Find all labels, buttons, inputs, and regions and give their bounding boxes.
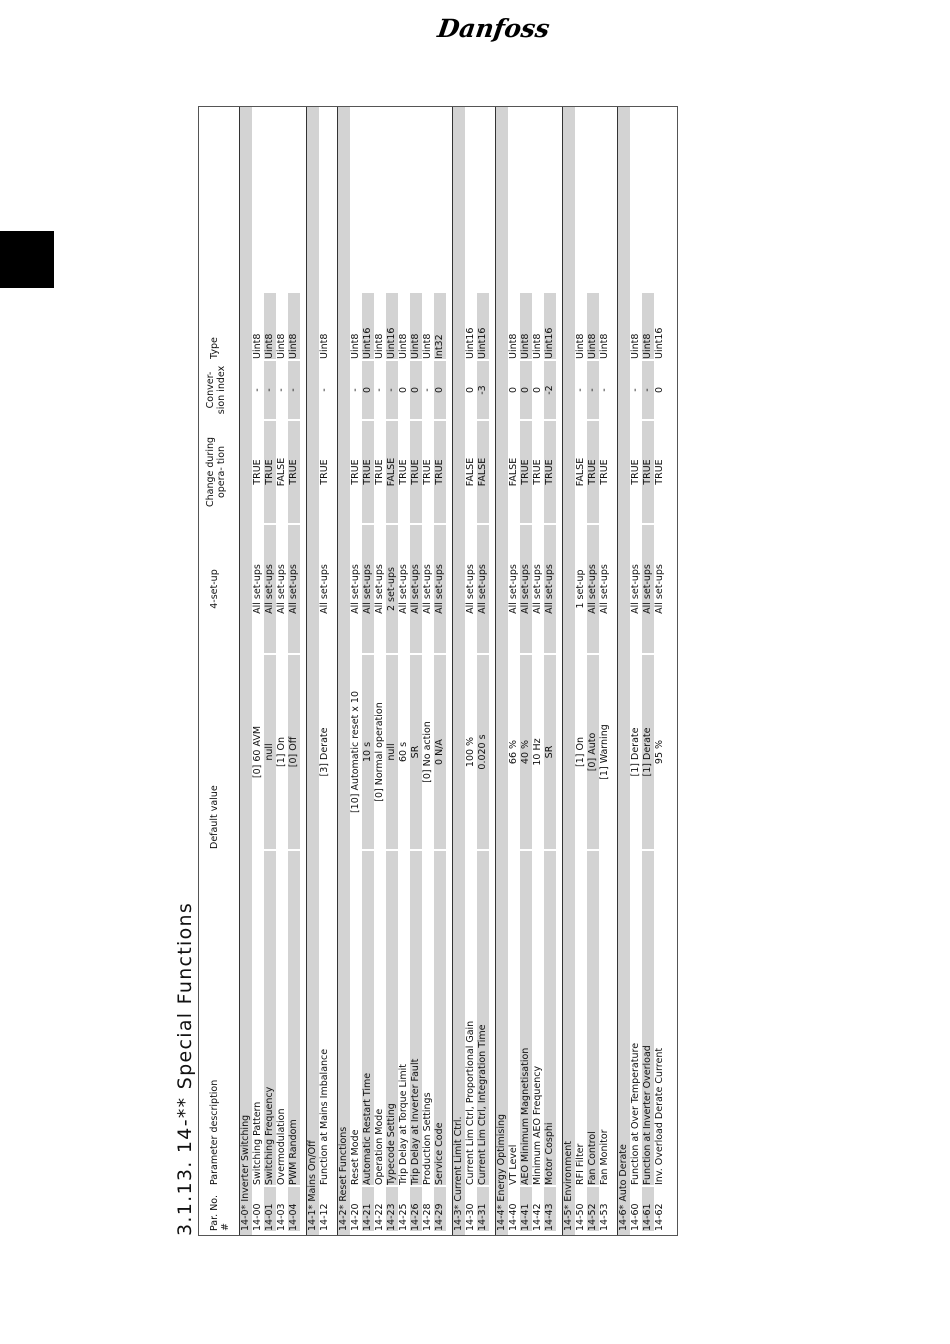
- header-setup: 4-set-up: [209, 569, 220, 609]
- par-no-cell: 14-25: [398, 1203, 409, 1231]
- par-no-cell: 14-60: [630, 1203, 641, 1231]
- table-row: [654, 107, 666, 1235]
- change-during-operation-cell: TRUE: [434, 421, 446, 523]
- setup-cell: All set-ups: [398, 564, 409, 614]
- setup-cell: All set-ups: [532, 564, 543, 614]
- par-no-cell: 14-26: [410, 1187, 422, 1231]
- table-row: [374, 107, 386, 1235]
- conversion-index-cell: 0: [362, 361, 374, 419]
- header-description: Parameter description: [209, 1079, 220, 1185]
- type-cell: Uint8: [630, 333, 641, 359]
- type-cell: Uint8: [288, 293, 300, 359]
- default-value-cell: [0] Off: [288, 655, 300, 849]
- rotated-page-content: [172, 104, 680, 1236]
- setup-cell: All set-ups: [276, 564, 287, 614]
- section-title: 3.1.13. 14-** Special Functions: [174, 901, 196, 1236]
- default-value-cell: [1] Warning: [599, 724, 610, 780]
- setup-cell: 1 set-up: [575, 569, 586, 609]
- default-value-cell: [10] Automatic reset x 10: [350, 690, 361, 814]
- change-during-operation-cell: TRUE: [654, 459, 665, 485]
- description-cell: AEO Minimum Magnetisation: [520, 851, 532, 1185]
- change-during-operation-cell: TRUE: [288, 421, 300, 523]
- par-no-cell: 14-20: [350, 1203, 361, 1231]
- group-header-fill: [618, 107, 630, 1235]
- default-value-cell: 60 s: [398, 741, 409, 763]
- change-during-operation-cell: TRUE: [642, 421, 654, 523]
- setup-cell: All set-ups: [587, 525, 599, 653]
- type-cell: Uint16: [654, 327, 665, 359]
- par-no-cell: 14-31: [477, 1187, 489, 1231]
- group-header-row: [337, 107, 350, 1235]
- type-cell: Uint8: [587, 293, 599, 359]
- par-no-cell: 14-28: [422, 1203, 433, 1231]
- conversion-index-cell: -: [599, 388, 610, 392]
- setup-cell: All set-ups: [252, 564, 263, 614]
- conversion-index-cell: -: [587, 361, 599, 419]
- conversion-index-cell: -: [276, 388, 287, 392]
- default-value-cell: SR: [544, 655, 556, 849]
- conversion-index-cell: -: [288, 361, 300, 419]
- group-label: 14-1* Mains On/Off: [307, 1140, 318, 1231]
- description-cell: VT Level: [508, 1144, 519, 1185]
- par-no-cell: 14-61: [642, 1187, 654, 1231]
- conversion-index-cell: -: [630, 388, 641, 392]
- change-during-operation-cell: TRUE: [544, 421, 556, 523]
- par-no-cell: 14-12: [319, 1203, 330, 1231]
- table-row: [630, 107, 642, 1235]
- type-cell: Uint8: [398, 333, 409, 359]
- default-value-cell: null: [264, 655, 276, 849]
- setup-cell: All set-ups: [599, 564, 610, 614]
- conversion-index-cell: -: [319, 388, 330, 392]
- table-row: [319, 107, 331, 1235]
- group-header-fill: [307, 107, 319, 1235]
- setup-cell: All set-ups: [477, 525, 489, 653]
- header-default-value: Default value: [209, 785, 220, 849]
- par-no-cell: 14-40: [508, 1203, 519, 1231]
- setup-cell: All set-ups: [465, 564, 476, 614]
- group-label: 14-4* Energy Optimising: [496, 1113, 507, 1231]
- type-cell: Uint8: [276, 333, 287, 359]
- conversion-index-cell: -: [264, 361, 276, 419]
- conversion-index-cell: -: [422, 388, 433, 392]
- header-conversion-index: Conver- sion index: [205, 365, 227, 415]
- description-cell: Function at Mains Imbalance: [319, 1048, 330, 1185]
- group-header-row: [562, 107, 575, 1235]
- setup-cell: All set-ups: [508, 564, 519, 614]
- change-during-operation-cell: TRUE: [264, 421, 276, 523]
- change-during-operation-cell: FALSE: [508, 457, 519, 487]
- conversion-index-cell: 0: [398, 386, 409, 394]
- description-cell: Function at Inverter Overload: [642, 851, 654, 1185]
- description-cell: Current Lim Ctrl, Proportional Gain: [465, 1020, 476, 1185]
- default-value-cell: null: [386, 655, 398, 849]
- change-during-operation-cell: TRUE: [410, 421, 422, 523]
- description-cell: Overmodulation: [276, 1108, 287, 1185]
- description-cell: Switching Pattern: [252, 1101, 263, 1185]
- type-cell: Uint16: [362, 293, 374, 359]
- setup-cell: All set-ups: [434, 525, 446, 653]
- conversion-index-cell: -: [374, 388, 385, 392]
- type-cell: Int32: [434, 293, 446, 359]
- table-row: [465, 107, 477, 1235]
- change-during-operation-cell: TRUE: [587, 421, 599, 523]
- type-cell: Uint8: [508, 333, 519, 359]
- description-cell: Current Lim Ctrl, Integration Time: [477, 851, 489, 1185]
- description-cell: Service Code: [434, 851, 446, 1185]
- table-row: [362, 107, 374, 1235]
- conversion-index-cell: -3: [477, 361, 489, 419]
- conversion-index-cell: 0: [410, 361, 422, 419]
- header-change-during-operation: Change during opera- tion: [205, 436, 227, 508]
- setup-cell: All set-ups: [288, 525, 300, 653]
- table-row: [422, 107, 434, 1235]
- type-cell: Uint8: [422, 333, 433, 359]
- conversion-index-cell: 0: [532, 386, 543, 394]
- chapter-tab-marker: [0, 231, 54, 288]
- table-row: [398, 107, 410, 1235]
- default-value-cell: [0] No action: [422, 721, 433, 783]
- description-cell: Automatic Restart Time: [362, 851, 374, 1185]
- type-cell: Uint8: [532, 333, 543, 359]
- par-no-cell: 14-21: [362, 1187, 374, 1231]
- type-cell: Uint8: [642, 293, 654, 359]
- default-value-cell: SR: [410, 655, 422, 849]
- group-label: 14-5* Environment: [563, 1141, 574, 1231]
- group-header-fill: [496, 107, 508, 1235]
- group-header-row: [306, 107, 319, 1235]
- conversion-index-cell: 0: [520, 361, 532, 419]
- setup-cell: All set-ups: [350, 564, 361, 614]
- change-during-operation-cell: TRUE: [422, 459, 433, 485]
- default-value-cell: [3] Derate: [319, 727, 330, 777]
- change-during-operation-cell: FALSE: [477, 421, 489, 523]
- type-cell: Uint16: [477, 293, 489, 359]
- default-value-cell: 10 s: [362, 655, 374, 849]
- group-header-fill: [240, 107, 252, 1235]
- group-header-fill: [453, 107, 465, 1235]
- par-no-cell: 14-03: [276, 1203, 287, 1231]
- group-header-row: [239, 107, 252, 1235]
- group-header-fill: [563, 107, 575, 1235]
- par-no-cell: 14-22: [374, 1203, 385, 1231]
- table-row: [599, 107, 611, 1235]
- description-cell: Production Settings: [422, 1092, 433, 1185]
- group-header-row: [617, 107, 630, 1235]
- par-no-cell: 14-01: [264, 1187, 276, 1231]
- parameter-table: [198, 106, 678, 1236]
- description-cell: Motor Cosphi: [544, 851, 556, 1185]
- description-cell: PWM Random: [288, 851, 300, 1185]
- setup-cell: All set-ups: [410, 525, 422, 653]
- setup-cell: All set-ups: [422, 564, 433, 614]
- table-row: [434, 107, 446, 1235]
- group-header-row: [452, 107, 465, 1235]
- setup-cell: All set-ups: [630, 564, 641, 614]
- default-value-cell: [1] Derate: [642, 655, 654, 849]
- description-cell: Function at Over Temperature: [630, 1042, 641, 1185]
- group-label: 14-6* Auto Derate: [618, 1144, 629, 1231]
- conversion-index-cell: 0: [434, 361, 446, 419]
- type-cell: Uint16: [544, 293, 556, 359]
- par-no-cell: 14-04: [288, 1187, 300, 1231]
- group-label: 14-3* Current Limit Ctrl.: [453, 1116, 464, 1231]
- description-cell: Fan Monitor: [599, 1129, 610, 1185]
- type-cell: Uint16: [465, 327, 476, 359]
- table-row: [508, 107, 520, 1235]
- table-row: [276, 107, 288, 1235]
- change-during-operation-cell: TRUE: [630, 459, 641, 485]
- description-cell: Reset Mode: [350, 1129, 361, 1185]
- description-cell: Trip Delay at Inverter Fault: [410, 851, 422, 1185]
- conversion-index-cell: 0: [654, 386, 665, 394]
- change-during-operation-cell: TRUE: [350, 459, 361, 485]
- description-cell: Typecode Setting: [386, 851, 398, 1185]
- par-no-cell: 14-43: [544, 1187, 556, 1231]
- type-cell: Uint16: [386, 293, 398, 359]
- par-no-cell: 14-29: [434, 1187, 446, 1231]
- danfoss-logo: Danfoss: [435, 14, 552, 43]
- type-cell: Uint8: [350, 333, 361, 359]
- default-value-cell: [0] Auto: [587, 655, 599, 849]
- setup-cell: All set-ups: [374, 564, 385, 614]
- change-during-operation-cell: FALSE: [276, 457, 287, 487]
- setup-cell: All set-ups: [654, 564, 665, 614]
- group-label: 14-2* Reset Functions: [338, 1126, 349, 1231]
- setup-cell: All set-ups: [264, 525, 276, 653]
- change-during-operation-cell: TRUE: [532, 459, 543, 485]
- setup-cell: All set-ups: [520, 525, 532, 653]
- par-no-cell: 14-52: [587, 1187, 599, 1231]
- default-value-cell: [1] On: [575, 737, 586, 767]
- setup-cell: All set-ups: [544, 525, 556, 653]
- conversion-index-cell: -: [642, 361, 654, 419]
- par-no-cell: 14-62: [654, 1203, 665, 1231]
- conversion-index-cell: -: [386, 361, 398, 419]
- table-row: [544, 107, 556, 1235]
- default-value-cell: 10 Hz: [532, 738, 543, 766]
- conversion-index-cell: 0: [465, 386, 476, 394]
- table-row: [575, 107, 587, 1235]
- table-body: [239, 107, 666, 1235]
- par-no-cell: 14-42: [532, 1203, 543, 1231]
- change-during-operation-cell: TRUE: [599, 459, 610, 485]
- change-during-operation-cell: TRUE: [374, 459, 385, 485]
- setup-cell: All set-ups: [362, 525, 374, 653]
- type-cell: Uint8: [520, 293, 532, 359]
- default-value-cell: [1] Derate: [630, 727, 641, 777]
- par-no-cell: 14-50: [575, 1203, 586, 1231]
- conversion-index-cell: -2: [544, 361, 556, 419]
- type-cell: Uint8: [264, 293, 276, 359]
- table-row: [477, 107, 489, 1235]
- default-value-cell: 66 %: [508, 739, 519, 765]
- group-label: 14-0* Inverter Switching: [240, 1114, 251, 1231]
- table-row: [410, 107, 422, 1235]
- header-par-no: Par. No. #: [209, 1195, 231, 1231]
- type-cell: Uint8: [575, 333, 586, 359]
- default-value-cell: [0] 60 AVM: [252, 725, 263, 779]
- setup-cell: 2 set-ups: [386, 525, 398, 653]
- type-cell: Uint8: [319, 333, 330, 359]
- default-value-cell: [0] Normal operation: [374, 702, 385, 802]
- setup-cell: All set-ups: [642, 525, 654, 653]
- default-value-cell: 0 N/A: [434, 655, 446, 849]
- table-row: [288, 107, 300, 1235]
- table-row: [264, 107, 276, 1235]
- group-header-row: [495, 107, 508, 1235]
- description-cell: Operation Mode: [374, 1108, 385, 1185]
- description-cell: RFI Filter: [575, 1143, 586, 1185]
- par-no-cell: 14-41: [520, 1187, 532, 1231]
- type-cell: Uint8: [252, 333, 263, 359]
- table-row: [642, 107, 654, 1235]
- change-during-operation-cell: TRUE: [398, 459, 409, 485]
- description-cell: Fan Control: [587, 851, 599, 1185]
- change-during-operation-cell: TRUE: [362, 421, 374, 523]
- default-value-cell: 40 %: [520, 655, 532, 849]
- par-no-cell: 14-00: [252, 1203, 263, 1231]
- change-during-operation-cell: TRUE: [319, 459, 330, 485]
- default-value-cell: 0.020 s: [477, 655, 489, 849]
- change-during-operation-cell: FALSE: [386, 421, 398, 523]
- type-cell: Uint8: [599, 333, 610, 359]
- change-during-operation-cell: FALSE: [465, 457, 476, 487]
- table-row: [520, 107, 532, 1235]
- table-row: [532, 107, 544, 1235]
- table-row: [587, 107, 599, 1235]
- conversion-index-cell: -: [350, 388, 361, 392]
- table-row: [350, 107, 362, 1235]
- group-header-fill: [338, 107, 350, 1235]
- table-row: [386, 107, 398, 1235]
- default-value-cell: [1] On: [276, 737, 287, 767]
- table-row: [252, 107, 264, 1235]
- par-no-cell: 14-30: [465, 1203, 476, 1231]
- par-no-cell: 14-23: [386, 1187, 398, 1231]
- setup-cell: All set-ups: [319, 564, 330, 614]
- type-cell: Uint8: [410, 293, 422, 359]
- type-cell: Uint8: [374, 333, 385, 359]
- conversion-index-cell: 0: [508, 386, 519, 394]
- description-cell: Switching Frequency: [264, 851, 276, 1185]
- change-during-operation-cell: TRUE: [520, 421, 532, 523]
- description-cell: Inv. Overload Derate Current: [654, 1047, 665, 1185]
- description-cell: Minimum AEO Frequency: [532, 1065, 543, 1185]
- conversion-index-cell: -: [575, 388, 586, 392]
- conversion-index-cell: -: [252, 388, 263, 392]
- change-during-operation-cell: TRUE: [252, 459, 263, 485]
- description-cell: Trip Delay at Torque Limit: [398, 1063, 409, 1185]
- change-during-operation-cell: FALSE: [575, 457, 586, 487]
- default-value-cell: 95 %: [654, 739, 665, 765]
- par-no-cell: 14-53: [599, 1203, 610, 1231]
- header-type: Type: [209, 337, 220, 359]
- table-header: [205, 107, 237, 1235]
- default-value-cell: 100 %: [465, 736, 476, 768]
